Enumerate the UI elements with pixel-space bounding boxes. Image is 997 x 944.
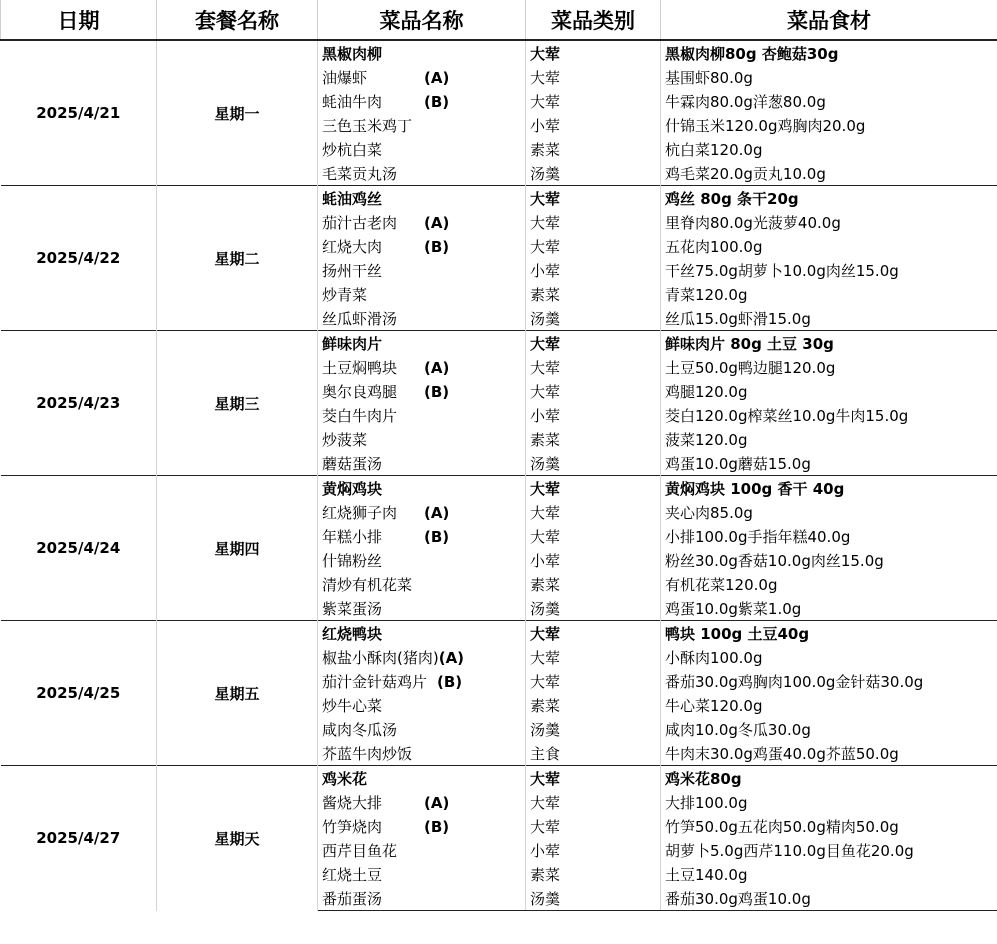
- dish-name-cell: [318, 451, 526, 476]
- table-row: [1, 476, 997, 501]
- dish-name: 红烧鸭块: [322, 624, 383, 643]
- category-cell: 汤羹: [526, 451, 661, 476]
- dish-name-cell: [318, 548, 526, 572]
- ingredients-cell: 鸡蛋10.0g蘑菇15.0g: [661, 451, 997, 476]
- menu-body: [1, 40, 997, 911]
- ingredients-cell: 番茄30.0g鸡蛋10.0g: [661, 886, 997, 911]
- category-cell: 小荤: [526, 548, 661, 572]
- category-cell: 大荤: [526, 89, 661, 113]
- category-cell: 大荤: [526, 476, 661, 501]
- dish-name-cell: [318, 621, 526, 646]
- dish-name-cell: [318, 403, 526, 427]
- dish-name: 咸肉冬瓜汤: [322, 720, 398, 739]
- dish-name-cell: [318, 886, 526, 911]
- date-cell: 2025/4/23: [1, 331, 157, 476]
- dish-name-cell: [318, 282, 526, 306]
- dish-option-tag: (B): [424, 817, 450, 836]
- ingredients-cell: 杭白菜120.0g: [661, 137, 997, 161]
- dish-option-tag: (A): [424, 358, 450, 377]
- dish-name: 椒盐小酥肉(猪肉): [322, 648, 439, 667]
- ingredients-cell: 鸡腿120.0g: [661, 379, 997, 403]
- dish-name: 鲜味肉片: [322, 334, 383, 353]
- dish-name-cell: [318, 717, 526, 741]
- ingredients-cell: 黑椒肉柳80g 杏鲍菇30g: [661, 40, 997, 65]
- category-cell: 大荤: [526, 766, 661, 791]
- dish-name-cell: [318, 161, 526, 186]
- dish-name: 鸡米花: [322, 769, 368, 788]
- dish-name: 油爆虾: [322, 68, 368, 87]
- ingredients-cell: 基围虾80.0g: [661, 65, 997, 89]
- category-cell: 汤羹: [526, 886, 661, 911]
- dish-name-cell: [318, 766, 526, 791]
- category-cell: 大荤: [526, 210, 661, 234]
- dish-name: 蚝油鸡丝: [322, 189, 383, 208]
- ingredients-cell: 鸭块 100g 土豆40g: [661, 621, 997, 646]
- dish-name-cell: [318, 40, 526, 65]
- dish-name: 蘑菇蛋汤: [322, 454, 383, 473]
- ingredients-cell: 鸡丝 80g 条干20g: [661, 186, 997, 211]
- date-cell: 2025/4/27: [1, 766, 157, 911]
- date-cell: 2025/4/21: [1, 40, 157, 186]
- dish-name: 炒青菜: [322, 285, 368, 304]
- dish-option-tag: (B): [424, 92, 450, 111]
- dish-name-cell: [318, 476, 526, 501]
- ingredients-cell: 鸡蛋10.0g紫菜1.0g: [661, 596, 997, 621]
- dish-name: 土豆焖鸭块: [322, 358, 398, 377]
- ingredients-cell: 小酥肉100.0g: [661, 645, 997, 669]
- category-cell: 素菜: [526, 572, 661, 596]
- dish-name: 红烧土豆: [322, 865, 383, 884]
- header-ingredients: 菜品食材: [661, 0, 997, 40]
- dish-name-cell: [318, 790, 526, 814]
- ingredients-cell: 鲜味肉片 80g 土豆 30g: [661, 331, 997, 356]
- category-cell: 素菜: [526, 282, 661, 306]
- category-cell: 大荤: [526, 186, 661, 211]
- set-name-cell: 星期四: [157, 476, 318, 621]
- category-cell: 大荤: [526, 524, 661, 548]
- category-cell: 大荤: [526, 621, 661, 646]
- category-cell: 大荤: [526, 379, 661, 403]
- category-cell: 素菜: [526, 427, 661, 451]
- dish-name-cell: [318, 693, 526, 717]
- table-row: [1, 186, 997, 211]
- ingredients-cell: 粉丝30.0g香菇10.0g肉丝15.0g: [661, 548, 997, 572]
- date-cell: 2025/4/24: [1, 476, 157, 621]
- ingredients-cell: 牛肉末30.0g鸡蛋40.0g芥蓝50.0g: [661, 741, 997, 766]
- category-cell: 汤羹: [526, 596, 661, 621]
- dish-name: 蚝油牛肉: [322, 92, 383, 111]
- ingredients-cell: 黄焖鸡块 100g 香干 40g: [661, 476, 997, 501]
- category-cell: 小荤: [526, 838, 661, 862]
- dish-option-tag: (B): [424, 237, 450, 256]
- header-date: 日期: [1, 0, 157, 40]
- category-cell: 小荤: [526, 113, 661, 137]
- category-cell: 素菜: [526, 862, 661, 886]
- dish-name: 芥蓝牛肉炒饭: [322, 744, 413, 763]
- ingredients-cell: 牛心菜120.0g: [661, 693, 997, 717]
- dish-name: 茄汁古老肉: [322, 213, 398, 232]
- category-cell: 素菜: [526, 137, 661, 161]
- ingredients-cell: 青菜120.0g: [661, 282, 997, 306]
- category-cell: 大荤: [526, 500, 661, 524]
- table-row: [1, 331, 997, 356]
- dish-name: 清炒有机花菜: [322, 575, 413, 594]
- table-row: [1, 40, 997, 65]
- set-name-cell: 星期五: [157, 621, 318, 766]
- dish-option-tag: (B): [437, 672, 463, 691]
- dish-name-cell: [318, 838, 526, 862]
- category-cell: 大荤: [526, 355, 661, 379]
- dish-name: 酱烧大排: [322, 793, 383, 812]
- dish-name: 茄汁金针菇鸡片: [322, 672, 428, 691]
- dish-option-tag: (A): [424, 213, 450, 232]
- dish-name-cell: [318, 65, 526, 89]
- category-cell: 小荤: [526, 258, 661, 282]
- dish-option-tag: (A): [424, 793, 450, 812]
- dish-name-cell: [318, 234, 526, 258]
- set-name-cell: 星期三: [157, 331, 318, 476]
- dish-name: 炒牛心菜: [322, 696, 383, 715]
- dish-name-cell: [318, 862, 526, 886]
- dish-name-cell: [318, 355, 526, 379]
- category-cell: 汤羹: [526, 717, 661, 741]
- dish-name: 丝瓜虾滑汤: [322, 309, 398, 328]
- ingredients-cell: 大排100.0g: [661, 790, 997, 814]
- ingredients-cell: 五花肉100.0g: [661, 234, 997, 258]
- header-dish-name: 菜品名称: [318, 0, 526, 40]
- category-cell: 大荤: [526, 40, 661, 65]
- ingredients-cell: 有机花菜120.0g: [661, 572, 997, 596]
- dish-name: 什锦粉丝: [322, 551, 383, 570]
- dish-name: 炒菠菜: [322, 430, 368, 449]
- date-cell: 2025/4/22: [1, 186, 157, 331]
- dish-name-cell: [318, 186, 526, 211]
- set-name-cell: 星期二: [157, 186, 318, 331]
- dish-name-cell: [318, 572, 526, 596]
- dish-option-tag: (B): [424, 527, 450, 546]
- date-cell: 2025/4/25: [1, 621, 157, 766]
- category-cell: 大荤: [526, 65, 661, 89]
- dish-name: 黑椒肉柳: [322, 44, 383, 63]
- dish-name: 红烧大肉: [322, 237, 383, 256]
- category-cell: 大荤: [526, 790, 661, 814]
- ingredients-cell: 鸡米花80g: [661, 766, 997, 791]
- ingredients-cell: 茭白120.0g榨菜丝10.0g牛肉15.0g: [661, 403, 997, 427]
- category-cell: 大荤: [526, 234, 661, 258]
- category-cell: 汤羹: [526, 306, 661, 331]
- header-set-name: 套餐名称: [157, 0, 318, 40]
- dish-name-cell: [318, 331, 526, 356]
- dish-name-cell: [318, 741, 526, 766]
- ingredients-cell: 小排100.0g手指年糕40.0g: [661, 524, 997, 548]
- dish-option-tag: (B): [424, 382, 450, 401]
- dish-name-cell: [318, 210, 526, 234]
- ingredients-cell: 土豆50.0g鸭边腿120.0g: [661, 355, 997, 379]
- dish-name: 红烧狮子肉: [322, 503, 398, 522]
- dish-name: 竹笋烧肉: [322, 817, 383, 836]
- dish-name-cell: [318, 258, 526, 282]
- category-cell: 大荤: [526, 814, 661, 838]
- dish-name-cell: [318, 137, 526, 161]
- ingredients-cell: 牛霖肉80.0g洋葱80.0g: [661, 89, 997, 113]
- dish-name: 炒杭白菜: [322, 140, 383, 159]
- dish-name: 番茄蛋汤: [322, 889, 383, 908]
- set-name-cell: 星期一: [157, 40, 318, 186]
- dish-name: 毛菜贡丸汤: [322, 164, 398, 183]
- ingredients-cell: 丝瓜15.0g虾滑15.0g: [661, 306, 997, 331]
- ingredients-cell: 什锦玉米120.0g鸡胸肉20.0g: [661, 113, 997, 137]
- category-cell: 大荤: [526, 669, 661, 693]
- dish-option-tag: (A): [438, 648, 465, 667]
- ingredients-cell: 夹心肉85.0g: [661, 500, 997, 524]
- set-name-cell: 星期天: [157, 766, 318, 911]
- ingredients-cell: 干丝75.0g胡萝卜10.0g肉丝15.0g: [661, 258, 997, 282]
- table-row: [1, 621, 997, 646]
- ingredients-cell: 土豆140.0g: [661, 862, 997, 886]
- category-cell: 大荤: [526, 331, 661, 356]
- dish-name: 三色玉米鸡丁: [322, 116, 413, 135]
- dish-name-cell: [318, 669, 526, 693]
- dish-name-cell: [318, 89, 526, 113]
- ingredients-cell: 里脊肉80.0g光菠萝40.0g: [661, 210, 997, 234]
- ingredients-cell: 竹笋50.0g五花肉50.0g精肉50.0g: [661, 814, 997, 838]
- dish-name-cell: [318, 814, 526, 838]
- dish-name: 扬州干丝: [322, 261, 383, 280]
- dish-name-cell: [318, 113, 526, 137]
- dish-name-cell: [318, 427, 526, 451]
- category-cell: 素菜: [526, 693, 661, 717]
- dish-name: 西芹目鱼花: [322, 841, 398, 860]
- dish-name-cell: [318, 596, 526, 621]
- dish-name-cell: [318, 500, 526, 524]
- dish-name-cell: [318, 306, 526, 331]
- dish-name: 奥尔良鸡腿: [322, 382, 398, 401]
- ingredients-cell: 胡萝卜5.0g西芹110.0g目鱼花20.0g: [661, 838, 997, 862]
- ingredients-cell: 咸肉10.0g冬瓜30.0g: [661, 717, 997, 741]
- category-cell: 汤羹: [526, 161, 661, 186]
- dish-option-tag: (A): [424, 503, 450, 522]
- dish-name-cell: [318, 645, 526, 669]
- dish-name-cell: [318, 524, 526, 548]
- category-cell: 大荤: [526, 645, 661, 669]
- dish-name: 茭白牛肉片: [322, 406, 398, 425]
- header-category: 菜品类别: [526, 0, 661, 40]
- dish-option-tag: (A): [424, 68, 450, 87]
- dish-name: 黄焖鸡块: [322, 479, 383, 498]
- ingredients-cell: 鸡毛菜20.0g贡丸10.0g: [661, 161, 997, 186]
- ingredients-cell: 菠菜120.0g: [661, 427, 997, 451]
- table-row: [1, 766, 997, 791]
- category-cell: 小荤: [526, 403, 661, 427]
- header-row: [1, 0, 997, 40]
- ingredients-cell: 番茄30.0g鸡胸肉100.0g金针菇30.0g: [661, 669, 997, 693]
- category-cell: 主食: [526, 741, 661, 766]
- dish-name: 紫菜蛋汤: [322, 599, 383, 618]
- dish-name-cell: [318, 379, 526, 403]
- dish-name: 年糕小排: [322, 527, 383, 546]
